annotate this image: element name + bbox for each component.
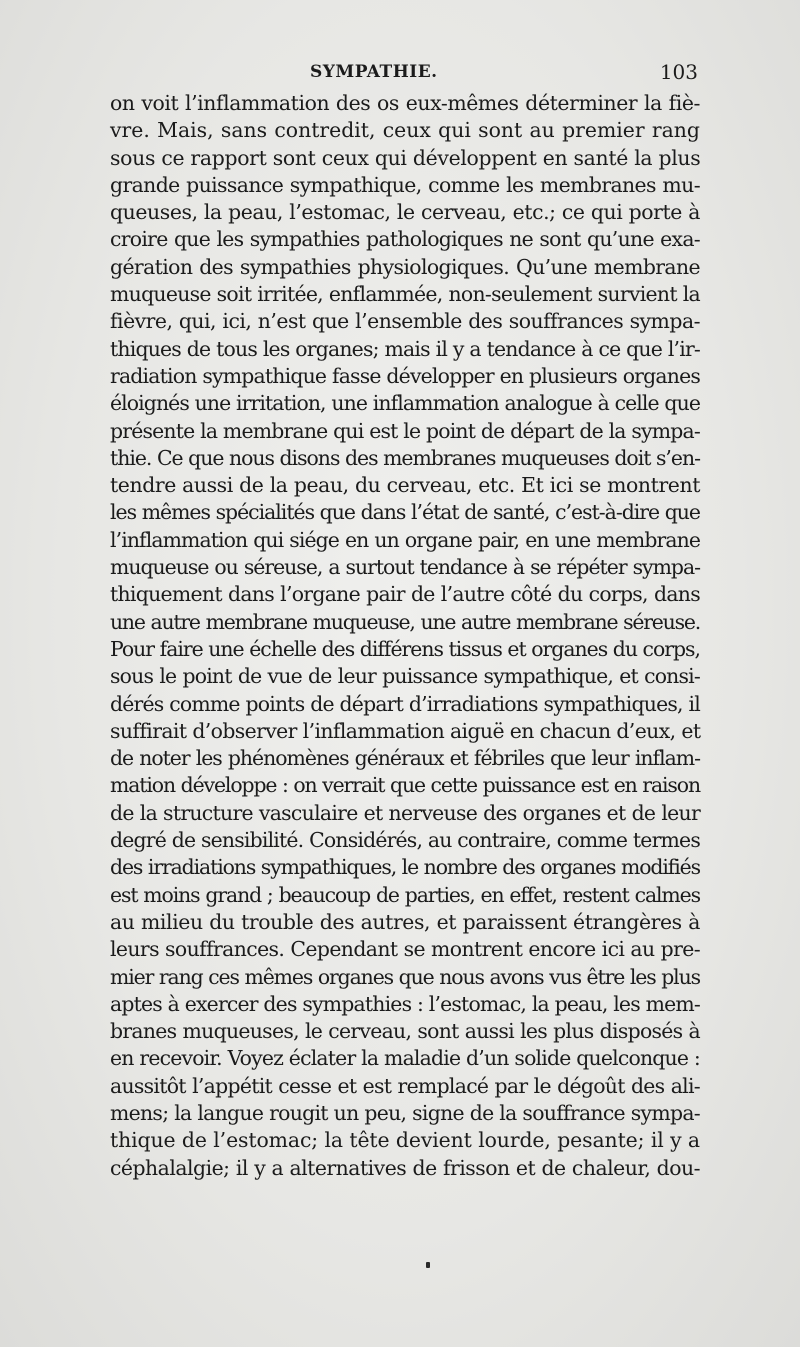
text-line: sous ce rapport sont ceux qui développent en santé la plus [110, 145, 701, 170]
text-line: leurs souffrances. Cependant se montrent encore ici au pre- [110, 937, 700, 962]
text-line: présente la membrane qui est le point de départ de la sympa- [110, 418, 700, 443]
text-line: on voit l’inflammation des os eux-mêmes déterminer la fiè- [110, 91, 700, 115]
text-line: céphalalgie; il y a alternatives de frisson et de chaleur, dou- [110, 1155, 700, 1180]
text-line: dérés comme points de départ d’irradiations sympathiques, il [110, 691, 700, 716]
text-line: tendre aussi de la peau, du cerveau, etc. Et ici se montrent [110, 473, 700, 498]
text-line: une autre membrane muqueuse, une autre membrane séreuse. [110, 609, 700, 634]
page-number: 103 [659, 60, 698, 84]
text-line: éloignés une irritation, une inflammation analogue à celle que [110, 391, 700, 416]
text-line: suffirait d’observer l’inflammation aiguë en chacun d’eux, et [110, 718, 701, 743]
text-line: en recevoir. Voyez éclater la maladie d’un solide quelconque : [110, 1046, 700, 1071]
text-line: croire que les sympathies pathologiques ne sont qu’une exa- [110, 227, 700, 252]
text-line: thique de l’estomac; la tête devient lourde, pesante; il y a [110, 1128, 700, 1153]
ink-mark [426, 1262, 430, 1268]
body-text [110, 90, 700, 1182]
text-line: degré de sensibilité. Considérés, au contraire, comme termes [110, 828, 700, 853]
text-line: au milieu du trouble des autres, et paraissent étrangères à [110, 909, 700, 934]
text-line: thiquement dans l’organe pair de l’autre côté du corps, dans [110, 582, 700, 607]
text-line: muqueuse ou séreuse, a surtout tendance à se répéter sympa- [110, 555, 700, 580]
text-line: des irradiations sympathiques, le nombre des organes modifiés [110, 855, 700, 880]
text-line: fièvre, qui, ici, n’est que l’ensemble des souffrances sympa- [110, 309, 700, 334]
text-line: les mêmes spécialités que dans l’état de santé, c’est-à-dire que [110, 500, 700, 525]
text-line: mens; la langue rougit un peu, signe de la souffrance sympa- [110, 1100, 700, 1125]
text-line: gération des sympathies physiologiques. Qu’une membrane [110, 254, 700, 279]
text-line: de la structure vasculaire et nerveuse des organes et de leur [110, 800, 700, 825]
text-line: muqueuse soit irritée, enflammée, non-seulement survient la [110, 282, 700, 307]
text-line: branes muqueuses, le cerveau, sont aussi les plus disposés à [110, 1019, 700, 1044]
text-line: queuses, la peau, l’estomac, le cerveau, etc.; ce qui porte à [110, 200, 700, 225]
page-header [110, 60, 700, 90]
text-line: aptes à exercer des sympathies : l’estomac, la peau, les mem- [110, 991, 700, 1016]
text-line: grande puissance sympathique, comme les membranes mu- [110, 172, 700, 197]
text-line: Pour faire une échelle des différens tissus et organes du corps, [110, 636, 700, 661]
text-line: est moins grand ; beaucoup de parties, en effet, restent calmes [110, 882, 700, 907]
running-title: SYMPATHIE. [310, 62, 438, 82]
text-line: de noter les phénomènes généraux et fébriles que leur inflam- [110, 746, 700, 771]
text-line: aussitôt l’appétit cesse et est remplacé par le dégoût des ali- [110, 1073, 700, 1098]
text-line: thie. Ce que nous disons des membranes muqueuses doit s’en- [110, 445, 700, 470]
text-line: thiques de tous les organes; mais il y a tendance à ce que l’ir- [110, 336, 700, 361]
text-line: radiation sympathique fasse développer en plusieurs organes [110, 363, 700, 388]
text-line: mation développe : on verrait que cette puissance est en raison [110, 773, 700, 798]
text-line: sous le point de vue de leur puissance sympathique, et consi- [110, 664, 700, 689]
text-line: vre. Mais, sans contredit, ceux qui sont au premier rang [110, 118, 700, 143]
text-line: mier rang ces mêmes organes que nous avons vus être les plus [110, 964, 700, 989]
text-line: l’inflammation qui siége en un organe pair, en une membrane [110, 527, 700, 552]
